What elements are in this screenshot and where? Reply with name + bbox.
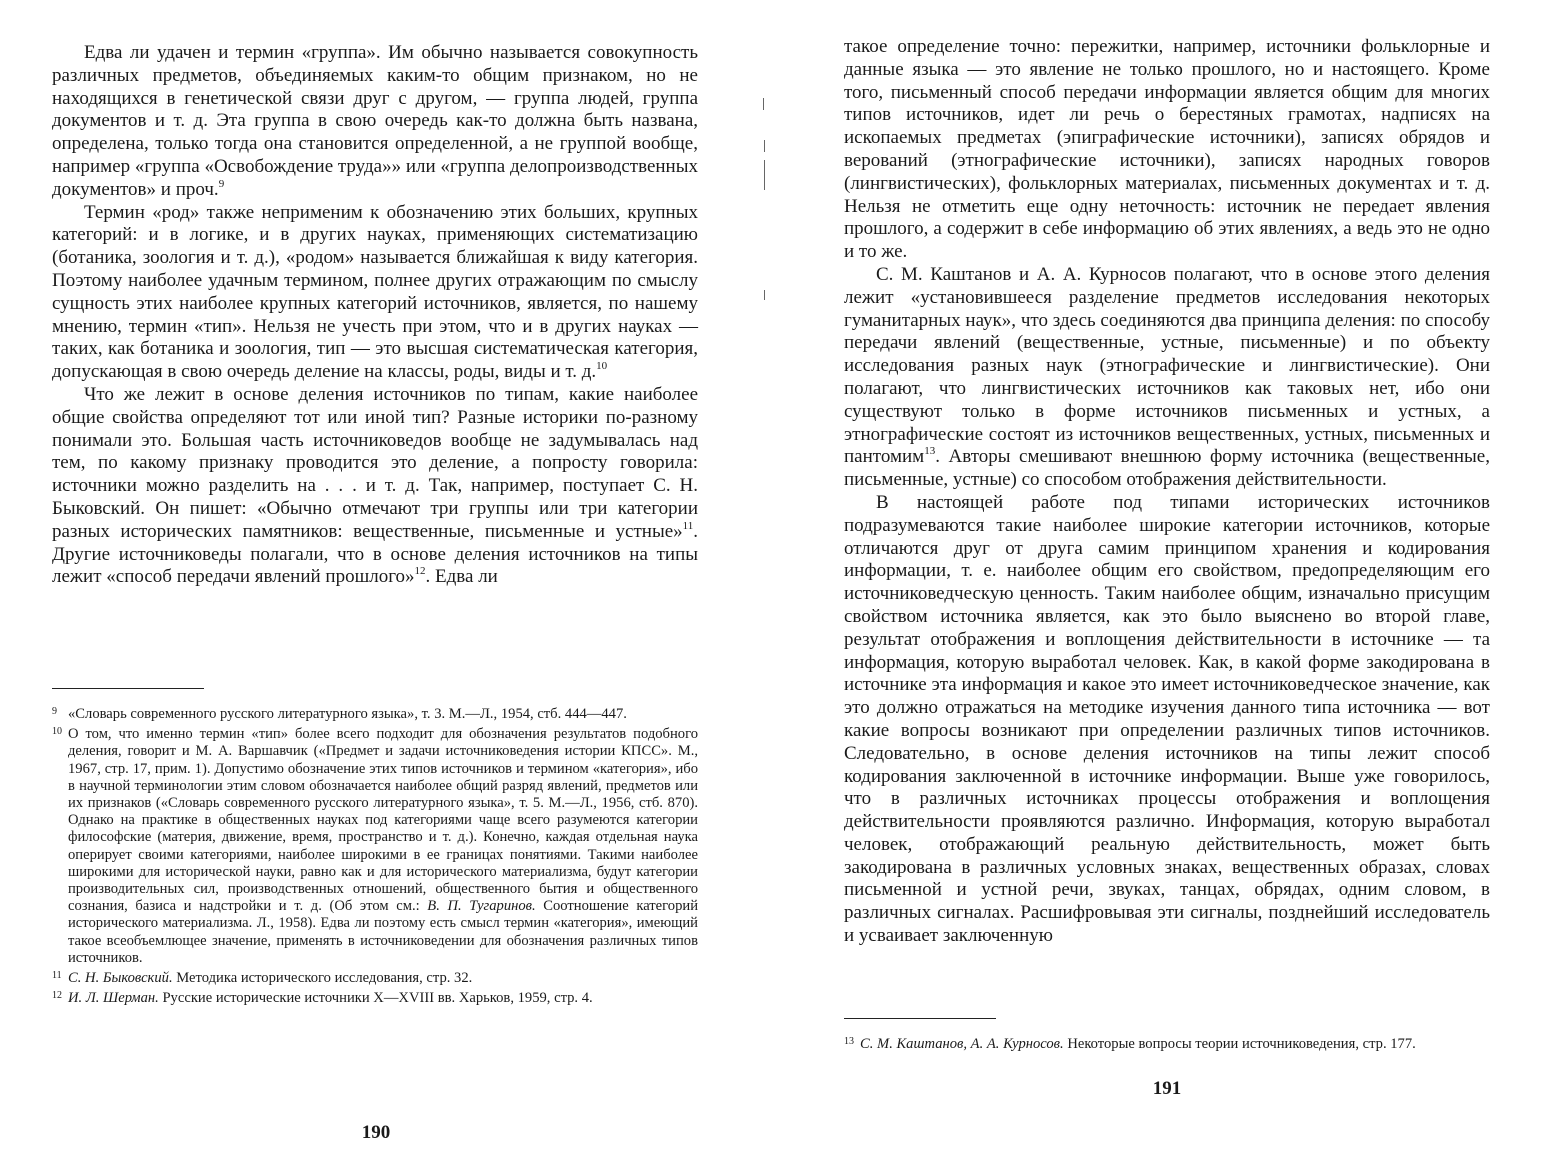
footnote: 12 И. Л. Шерман. Русские исторические источники X—XVIII вв. Харьков, 1959, стр. 4.: [52, 990, 593, 1007]
footnote-ref[interactable]: 11: [682, 519, 694, 532]
paragraph: С. М. Каштанов и А. А. Курносов полагают, что в основе этого деления лежит «установившееся разделение предметов исследования некоторых гуманитарных наук», что здесь соединяются два принципа деления: по способу передачи явлений (вещественные, устные, письменные) и по объекту исследования разных наук (этнографические и лингвистические). Они полагают, что лингвистических источников как таковых нет, ибо они существуют только в форме источников письменных и устных, а этнографические состоят из источников вещественных, устных, письменных и пантомим$^{13}$. Авторы смешивают внешнюю форму источника (вещественные, письменные, устные) со способом отображения действительности.: [844, 263, 1490, 491]
footnote-divider: [52, 688, 204, 689]
page-number: 190: [361, 1122, 391, 1143]
gutter-mark: [764, 160, 765, 190]
footnote-ref[interactable]: 9: [218, 177, 225, 190]
footnote-ref[interactable]: 13: [924, 445, 936, 458]
footnote-divider: [844, 1018, 996, 1019]
right-body-text: [844, 36, 1490, 948]
footnote: 9 «Словарь современного русского литературного языка», т. 3. М.—Л., 1954, стб. 444—447.: [52, 706, 627, 722]
footnote: 11 С. Н. Быковский. Методика исторического исследования, стр. 32.: [52, 970, 473, 987]
paragraph: В настоящей работе под типами исторических источников подразумеваются такие наиболее широкие категории источников, которые отличаются друг от друга самим принципом хранения и кодирования информации, т. е. наиболее общим его свойством, предопределяющим его источниковедческую ценность. Таким наиболее общим, изначально присущим свойством источника является, как это было выяснено во второй главе, результат отображения и воплощения действительности в источнике — та информация, которую выработал человек. Как, в какой форме закодирована в источнике эта информация и какое это имеет источниковедческое значение, как это должно отражаться на методике изучения данного типа источника — вот какие вопросы возникают при определении различных типов источников. Следовательно, в основе деления источников на типы лежит способ кодирования заключенной в источнике информации. Выше уже говорилось, что в различных источниках процессы отображения и воплощения действительности проявляются различно. Информация, которую выработал человек, отображающий реальную действительность, может быть закодирована в различных условных знаках, вещественных образах, словах письменной и устной речи, звуках, танцах, обрядах, одним словом, в различных сигналах. Расшифровывая эти сигналы, позднейший исследователь и усваивает заключенную: [844, 491, 1490, 947]
left-body-text: [52, 42, 698, 589]
footnote: 10 О том, что именно термин «тип» более всего подходит для обозначения результатов подобного деления, говорит и М. А. Варшавчик («Предмет и задачи источниковедения истории КПСС». М., 1967, стр. 17, прим. 1). Допустимо обозначение этих типов источников и термином «категория», ибо в научной терминологии этим словом обозначается наиболее общий разряд явлений, предметов или их признаков («Словарь современного русского литературного языка», т. 5. М.—Л., 1956, стб. 870). Однако на практике в общественных науках под категориями чаще всего разумеются категории философские (материя, движение, время, пространство и т. д.). Конечно, каждая отдельная наука оперирует своими категориями, наиболее широкими в ее границах понятиями. Такими наиболее широкими для исторической науки, равно как и для исторического материализма, будут категории производительных сил, производственных отношений, общественного бытия и общественного сознания, базиса и надстройки и т. д. (Об этом см.: В. П. Тугаринов. Соотношение категорий исторического материализма. Л., 1958). Едва ли поэтому есть смысл термин «категория», имеющий такое всеобъемлющее значение, применять в источниковедении для обозначения различных типов источников.: [52, 726, 698, 966]
left-footnotes: [52, 688, 698, 1007]
page-number: 191: [1152, 1078, 1182, 1099]
gutter-mark: [763, 98, 764, 110]
paragraph: Термин «род» также неприменим к обозначению этих больших, крупных категорий: и в логике, и в других науках, применяющих систематизацию (ботаника, зоология и т. д.), «родом» называется ближайшая к виду категория. Поэтому наиболее удачным термином, полнее других отражающим по смыслу сущность этих наиболее крупных категорий источников, является, по нашему мнению, термин «тип». Нельзя не учесть при этом, что и в других науках — таких, как ботаника и зоология, тип — это высшая систематическая категория, допускающая в свою очередь деление на классы, роды, виды и т. д.$^{10}$: [52, 201, 698, 383]
left-page: [52, 0, 698, 1167]
right-page: [844, 0, 1490, 1167]
gutter-mark: [764, 290, 765, 300]
footnote-ref[interactable]: 12: [414, 565, 426, 578]
paragraph: такое определение точно: пережитки, например, источники фольклорные и данные языка — это явление не только прошлого, но и настоящего. Кроме того, письменный способ передачи информации является общим для многих типов источников, идет ли речь о берестяных грамотах, надписях на ископаемых предметах (эпиграфические источники), записях обрядов и верований (этнографические источники), записях народных говоров (лингвистических), фольклорных материалах, письменных документах и т. д. Нельзя не отметить еще одну неточность: источник не передает явления прошлого, а содержит в себе информацию об этих явлениях, а ведь это не одно и то же.: [844, 36, 1490, 263]
footnote-ref[interactable]: 10: [596, 360, 608, 373]
footnote: 13 С. М. Каштанов, А. А. Курносов. Некоторые вопросы теории источниковедения, стр. 177.: [844, 1036, 1416, 1052]
paragraph: Едва ли удачен и термин «группа». Им обычно называется совокупность различных предметов, объединяемых каким-то общим признаком, но не находящихся в генетической связи друг с другом, — группа людей, группа документов и т. д. Эта группа в свою очередь как-то должна быть названа, определена, только тогда она становится определенной, а не группой вообще, например «группа «Освобождение труда»» или «группа делопроизводственных документов» и проч.$^9$: [52, 42, 698, 200]
right-footnotes: [844, 1018, 1490, 1053]
paragraph: Что же лежит в основе деления источников по типам, какие наиболее общие свойства определяют тот или иной тип? Разные историки по-разному понимали это. Большая часть источниковедов вообще не задумывалась над тем, по какому признаку проводится это деление, а попросту говорила: источники можно разделить на . . . и т. д. Так, например, поступает С. Н. Быковский. Он пишет: «Обычно отмечают три группы или три категории разных исторических памятников: вещественные, письменные и устные»$^{11}$. Другие источниковеды полагали, что в основе деления источников на типы лежит «способ передачи явлений прошлого»$^{12}$. Едва ли: [52, 383, 698, 588]
gutter-mark: [764, 140, 765, 152]
